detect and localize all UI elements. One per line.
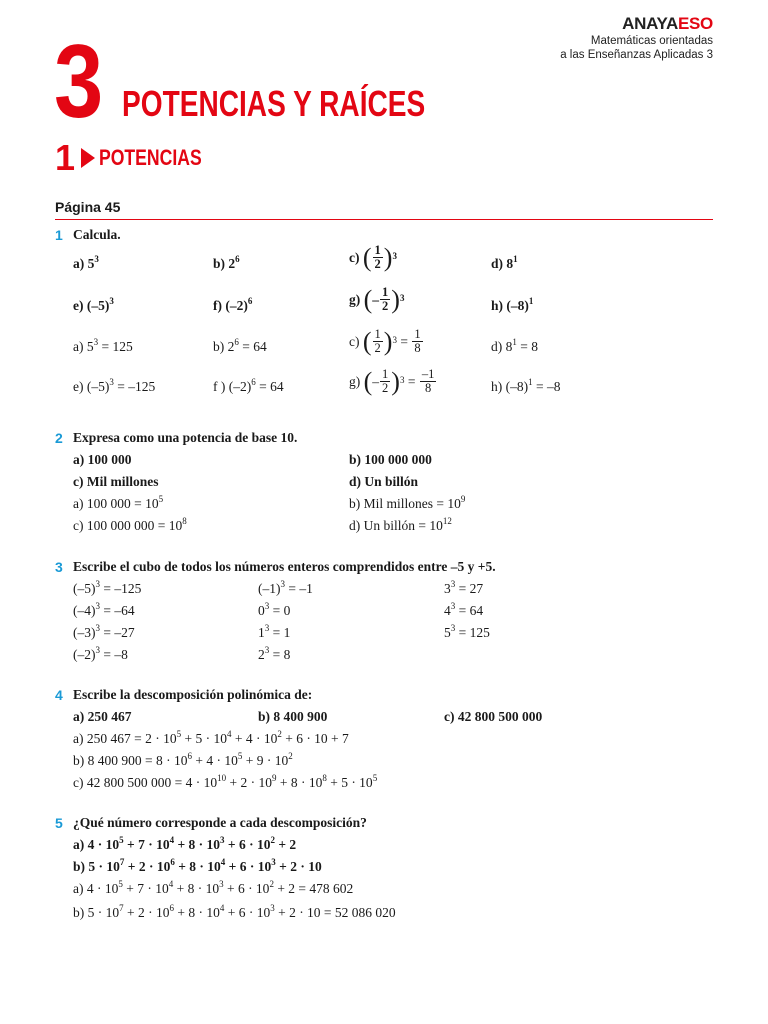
ex1-sol-c: c) ( $\frac{1}{2}$ ) 3 = $\frac{1}{8}$ [349,326,421,356]
ex4-sol-b: b) 8 400 $900 = 8 \cdot 10^6 + 4 \cdot 10^5 + 9 \cdot 10^2$ [73,751,293,768]
ex2-sol-b: b) Mil millones = $10^9$ [349,494,466,511]
exercise-number-2: 2 [55,430,63,446]
ex1-sol-d: d) $8^1 = 8$ [491,337,538,354]
ex2-item-b: b) 100 000 000 [349,452,432,467]
exercise-number-3: 3 [55,559,63,575]
ex5-sol-b: b) $5 \cdot 10^7 + 2 \cdot 10^6 + 8 \cdot 10^4 + 6 \cdot 10^3 + 2 \cdot 10 = 52$ 086 020 [73,903,396,920]
ex1-item-c: c) ( $\frac{1}{2}$ ) 3 [349,242,397,272]
header [560,14,713,62]
ex2-sol-c: c) 100 000 $000 = 10^8$ [73,516,187,533]
ex1-item-h: h) $(-8)^1$ [491,296,534,313]
ex1-item-a: a) $5^3$ [73,254,99,271]
ex3-cube: $(-4)^3 = -64$ [73,601,135,618]
ex3-cube: $1^3 = 1$ [258,623,291,640]
ex3-cube: $4^3 = 64$ [444,601,484,618]
ex5-item-a: a) $4 \cdot 10^5 + 7 \cdot 10^4 + 8 \cdot 10^3 + 6 \cdot 10^2 + 2$ [73,835,297,852]
exercise-4-prompt: Escribe la descomposición polinómica de: [73,687,313,702]
exercise-1-prompt: Calcula. [73,227,121,242]
ex1-sol-a: a) $5^3 = 125$ [73,337,133,354]
ex1-item-f: f) $(-2)^6$ [213,296,253,313]
publisher-logo: ANAYAESO [622,14,713,33]
ex1-sol-f: f ) $(-2)^6 = 64$ [213,377,284,394]
section-arrow-icon [81,148,95,168]
ex2-sol-d: d) Un billón = $10^{12}$ [349,516,452,533]
section-number: 1 [55,137,76,178]
ex4-sol-c: c) 42 800 500 $000 = 4 \cdot 10^{10} + 2 \cdot 10^9 + 8 \cdot 10^8 + 5 \cdot 10^5$ [73,773,378,790]
chapter-number: 3 [54,24,104,140]
ex1-sol-b: b) $2^6 = 64$ [213,337,267,354]
book-title-line-2: a las Enseñanzas Aplicadas 3 [560,49,713,61]
exercise-number-1: 1 [55,227,63,243]
exercise-3-prompt: Escribe el cubo de todos los números enteros comprendidos entre –5 y +5. [73,559,496,574]
ex3-cube: $2^3 = 8$ [258,645,291,662]
section-heading [55,137,227,178]
ex4-item-c: c) 42 800 500 000 [444,709,543,724]
book-title-line-1: Matemáticas orientadas [590,35,713,47]
ex5-item-b: b) $5 \cdot 10^7 + 2 \cdot 10^6 + 8 \cdot 10^4 + 6 \cdot 10^3 + 2 \cdot 10$ [73,857,322,874]
exercise-2-prompt: Expresa como una potencia de base 10. [73,430,298,445]
ex3-cube: $(-1)^3 = -1$ [258,579,313,596]
ex1-sol-e: e) $(-5)^3 = -125$ [73,377,156,394]
ex2-item-a: a) 100 000 [73,452,132,467]
ex3-cube: $(-3)^3 = -27$ [73,623,135,640]
ex2-item-c: c) Mil millones [73,474,159,489]
exercise-number-4: 4 [55,687,63,703]
ex1-item-d: d) $8^1$ [491,254,518,271]
section-title: POTENCIAS [99,145,202,170]
exercise-5-prompt: ¿Qué número corresponde a cada descomposición? [73,815,367,830]
ex2-item-d: d) Un billón [349,474,419,489]
ex5-sol-a: a) $4 \cdot 10^5 + 7 \cdot 10^4 + 8 \cdot 10^3 + 6 \cdot 10^2 + 2 = 478$ 602 [73,879,354,896]
ex4-item-a: a) 250 467 [73,709,132,724]
page-label: Página 45 [55,199,121,215]
ex3-cube: $0^3 = 0$ [258,601,291,618]
ex3-cube: $3^3 = 27$ [444,579,484,596]
ex1-sol-h: h) $(-8)^1 = -8$ [491,377,561,394]
divider [55,219,713,220]
ex1-item-g: g) ( – $\frac{1}{2}$ ) 3 [349,284,405,314]
ex3-cube: $(-2)^3 = -8$ [73,645,128,662]
ex1-sol-g: g) ( – $\frac{1}{2}$ ) 3 = $\frac{-1}{8}$ [349,366,435,396]
chapter-title: POTENCIAS Y RAÍCES [122,83,426,124]
ex3-cube: $5^3 = 125$ [444,623,490,640]
ex4-item-b: b) 8 400 900 [258,709,328,724]
ex1-item-e: e) $(-5)^3$ [73,296,114,313]
exercise-number-5: 5 [55,815,63,831]
ex2-sol-a: a) 100 $000 = 10^5$ [73,494,164,511]
ex4-sol-a: a) 250 $467 = 2 \cdot 10^5 + 5 \cdot 10^4 + 4 \cdot 10^2 + 6 \cdot 10 + 7$ [73,729,349,746]
ex3-cube: $(-5)^3 = -125$ [73,579,142,596]
ex1-item-b: b) $2^6$ [213,254,240,271]
